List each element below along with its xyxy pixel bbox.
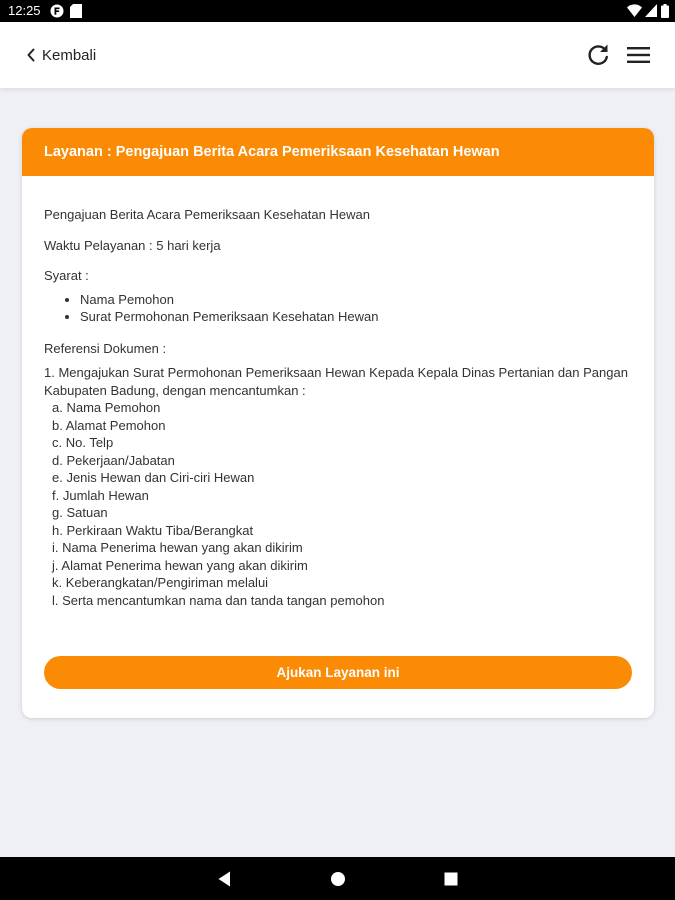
service-card xyxy=(22,128,654,718)
list-item: a. Nama Pemohon xyxy=(52,400,161,415)
list-item: h. Perkiraan Waktu Tiba/Berangkat xyxy=(52,522,254,538)
submit-service-button[interactable]: Ajukan Layanan ini xyxy=(44,656,632,689)
system-nav-bar xyxy=(0,857,675,900)
back-label: Kembali xyxy=(42,46,97,64)
requirements-title: Syarat : xyxy=(44,268,89,283)
service-title: Layanan : Pengajuan Berita Acara Pemeriksaan Kesehatan Hewan xyxy=(44,144,500,160)
card-header xyxy=(22,128,654,176)
requirements-list xyxy=(44,291,634,326)
notification-app-icon xyxy=(50,4,64,18)
list-item: • Surat Permohonan Pemeriksaan Kesehatan Hewan xyxy=(80,308,634,326)
list-item: l. Serta mencantumkan nama dan tanda tangan pemohon xyxy=(52,592,385,608)
nav-home-icon[interactable] xyxy=(328,869,348,889)
cell-signal-icon xyxy=(645,4,657,17)
list-item: g. Satuan xyxy=(52,505,108,520)
status-time: 12:25 xyxy=(8,3,41,18)
card-body xyxy=(44,206,634,609)
battery-icon xyxy=(661,4,669,18)
references-title: Referensi Dokumen : xyxy=(44,340,167,356)
list-item: • Nama Pemohon xyxy=(80,291,634,309)
references-intro: 1. Mengajukan Surat Permohonan Pemeriksaan Hewan Kepada Kepala Dinas Pertanian dan Pangan Kabupaten Badung, dengan mencantumkan : xyxy=(44,365,628,398)
list-item: c. No. Telp xyxy=(52,435,114,450)
nav-recents-icon[interactable] xyxy=(441,869,461,889)
list-item: d. Pekerjaan/Jabatan xyxy=(52,452,175,468)
nav-back-icon[interactable] xyxy=(215,869,235,889)
service-time: Waktu Pelayanan : 5 hari kerja xyxy=(44,237,221,253)
status-bar xyxy=(0,0,675,22)
list-item: b. Alamat Pemohon xyxy=(52,417,166,433)
app-bar xyxy=(0,22,675,88)
list-item: f. Jumlah Hewan xyxy=(52,487,149,503)
back-button[interactable] xyxy=(26,43,96,67)
list-item: k. Keberangkatan/Pengiriman melalui xyxy=(52,575,269,590)
hamburger-menu-icon[interactable] xyxy=(625,41,653,69)
chevron-left-icon xyxy=(26,48,36,62)
list-item: j. Alamat Penerima hewan yang akan dikirim xyxy=(52,557,308,573)
service-description: Pengajuan Berita Acara Pemeriksaan Kesehatan Hewan xyxy=(44,207,370,222)
list-item: e. Jenis Hewan dan Ciri-ciri Hewan xyxy=(52,470,255,485)
wifi-icon xyxy=(627,4,642,17)
sd-card-icon xyxy=(70,4,82,18)
refresh-icon[interactable] xyxy=(584,41,612,69)
list-item: i. Nama Penerima hewan yang akan dikirim xyxy=(52,540,303,555)
